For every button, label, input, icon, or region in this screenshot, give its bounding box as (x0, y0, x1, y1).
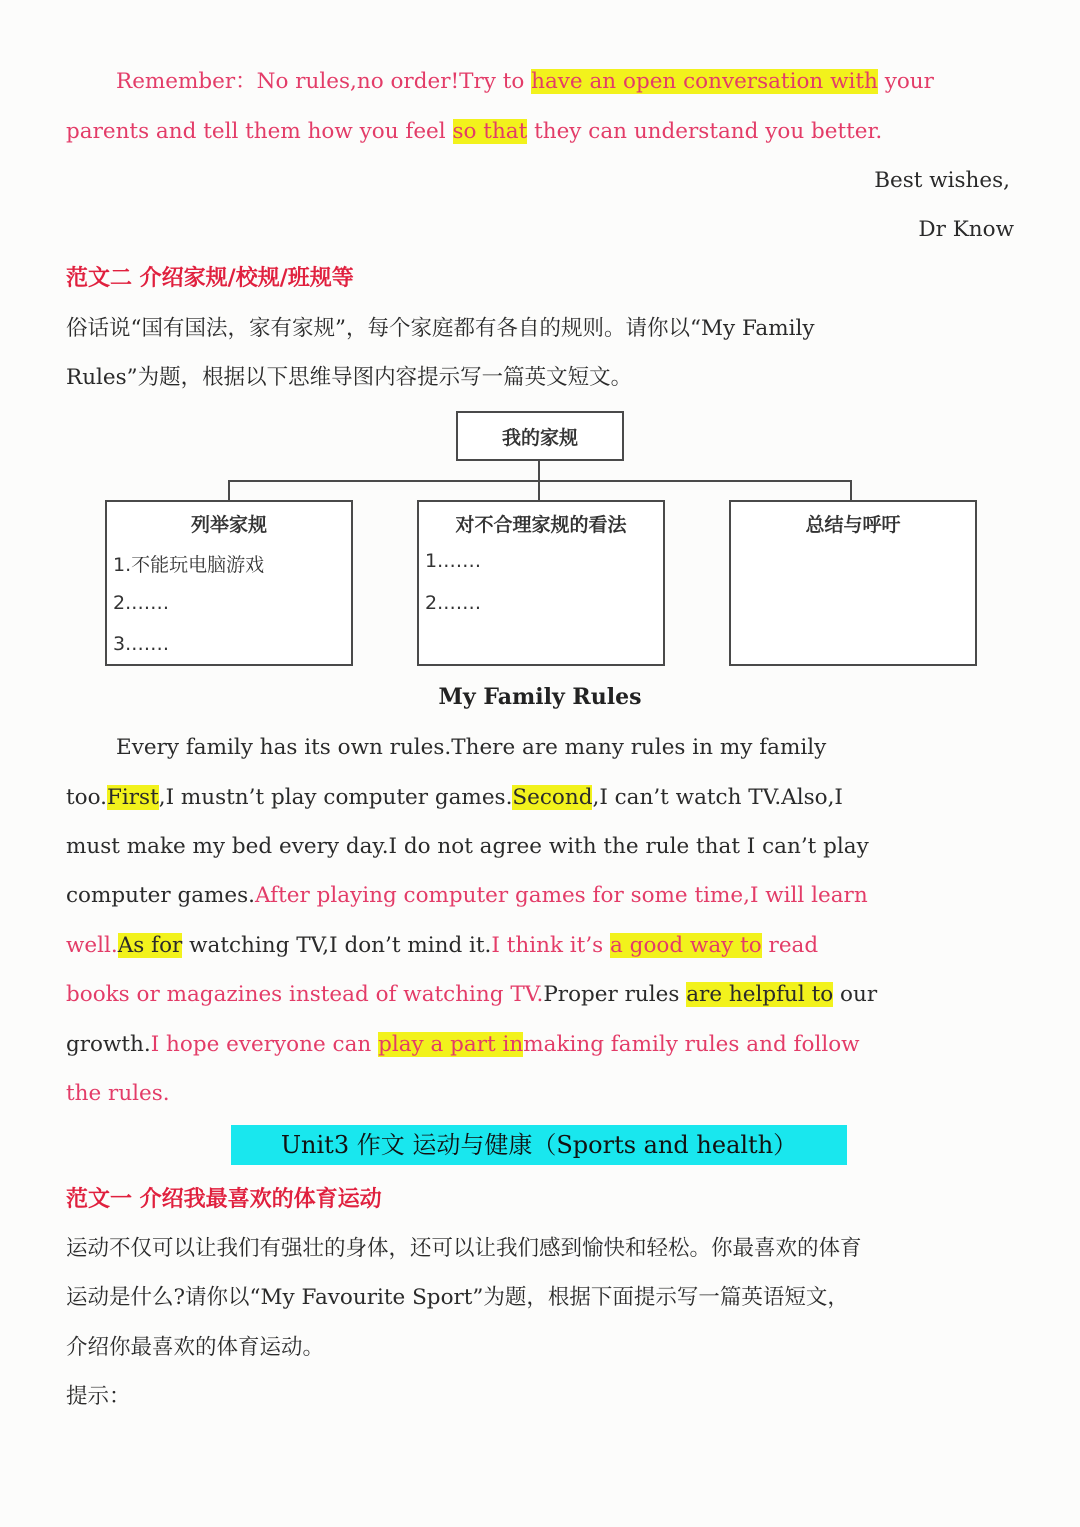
essay-line-3: must make my bed every day.I do not agree with the rule that I can’t play (66, 834, 869, 859)
text-run: Proper rules (543, 982, 687, 1007)
red-phrase: I hope everyone can (150, 1032, 379, 1057)
essay-line-1: Every family has its own rules.There are many rules in my family (116, 735, 827, 760)
text-run: Remember：No rules,no order!Try to (116, 69, 532, 94)
box-title: 列举家规 (190, 514, 267, 536)
unit3-hint-label: 提示： (66, 1384, 131, 1409)
box-item: 3.…… (113, 633, 170, 655)
text-run: ,I can’t watch TV.Also,I (592, 785, 843, 810)
red-phrase: making family rules and follow (523, 1032, 860, 1057)
essay-line-2 (66, 782, 1014, 814)
connector (538, 459, 540, 481)
box-title: 对不合理家规的看法 (455, 514, 627, 536)
mindmap-root-label: 我的家规 (501, 427, 578, 449)
unit-banner: Unit3 作文 运动与健康（Sports and health） (231, 1125, 847, 1165)
mindmap-box-summary (729, 500, 977, 666)
letter-line-1 (66, 66, 1014, 98)
red-phrase: well. (66, 933, 118, 958)
text-run: they can understand you better. (527, 119, 883, 144)
highlight-phrase: a good way to (610, 933, 762, 958)
connector (228, 480, 852, 482)
text-run: computer games. (66, 883, 256, 908)
section-heading: 范文二 介绍家规/校规/班规等 (66, 266, 354, 291)
highlight-phrase: have an open conversation with (531, 69, 878, 94)
mindmap-root (456, 411, 624, 461)
red-phrase: I think it’s (491, 933, 611, 958)
highlight-phrase: so that (452, 119, 528, 144)
connector (228, 480, 230, 501)
section-heading: 范文一 介绍我最喜欢的体育运动 (66, 1187, 382, 1212)
red-phrase: read (761, 933, 819, 958)
connector (538, 480, 540, 501)
highlight-phrase: Second (512, 785, 593, 810)
red-phrase: After playing computer games for some time,I will learn (255, 883, 868, 908)
unit3-line-3: 介绍你最喜欢的体育运动。 (66, 1335, 325, 1360)
unit3-line-1: 运动不仅可以让我们有强壮的身体，还可以让我们感到愉快和轻松。你最喜欢的体育 (66, 1236, 862, 1261)
box-item: 1.不能玩电脑游戏 (113, 554, 265, 576)
highlight-phrase: As for (117, 933, 183, 958)
box-item: 2.…… (425, 592, 482, 614)
text-run: too. (66, 785, 107, 810)
text-run: our (833, 982, 878, 1007)
box-title: 总结与呼吁 (805, 514, 901, 536)
essay-title: My Family Rules (438, 684, 642, 710)
essay-line-6 (66, 979, 1014, 1011)
prompt-line-2: Rules”为题，根据以下思维导图内容提示写一篇英文短文。 (66, 365, 633, 390)
letter-signature: Dr Know (918, 217, 1014, 242)
prompt-line-1: 俗话说“国有国法，家有家规”，每个家庭都有各自的规则。请你以“My Family (66, 316, 815, 341)
red-phrase: books or magazines instead of watching TV. (66, 982, 544, 1007)
text-run: ,I mustn’t play computer games. (158, 785, 513, 810)
text-run: parents and tell them how you feel (66, 119, 453, 144)
highlight-phrase: First (106, 785, 159, 810)
essay-line-8: the rules. (66, 1081, 170, 1106)
text-run: your (877, 69, 934, 94)
text-run: growth. (66, 1032, 151, 1057)
mindmap-box-rules (105, 500, 353, 666)
unit3-line-2: 运动是什么?请你以“My Favourite Sport”为题，根据下面提示写一篇英语短文， (66, 1285, 849, 1310)
essay-line-4 (66, 880, 1014, 912)
mindmap-box-opinion (417, 500, 665, 666)
letter-line-2 (66, 116, 1014, 148)
highlight-phrase: play a part in (378, 1032, 524, 1057)
letter-closing: Best wishes, (874, 168, 1010, 193)
highlight-phrase: are helpful to (686, 982, 834, 1007)
essay-line-5 (66, 930, 1014, 962)
box-item: 2.…… (113, 592, 170, 614)
connector (850, 480, 852, 501)
box-item: 1.…… (425, 550, 482, 572)
text-run: watching TV,I don’t mind it. (182, 933, 492, 958)
essay-line-7 (66, 1029, 1014, 1061)
